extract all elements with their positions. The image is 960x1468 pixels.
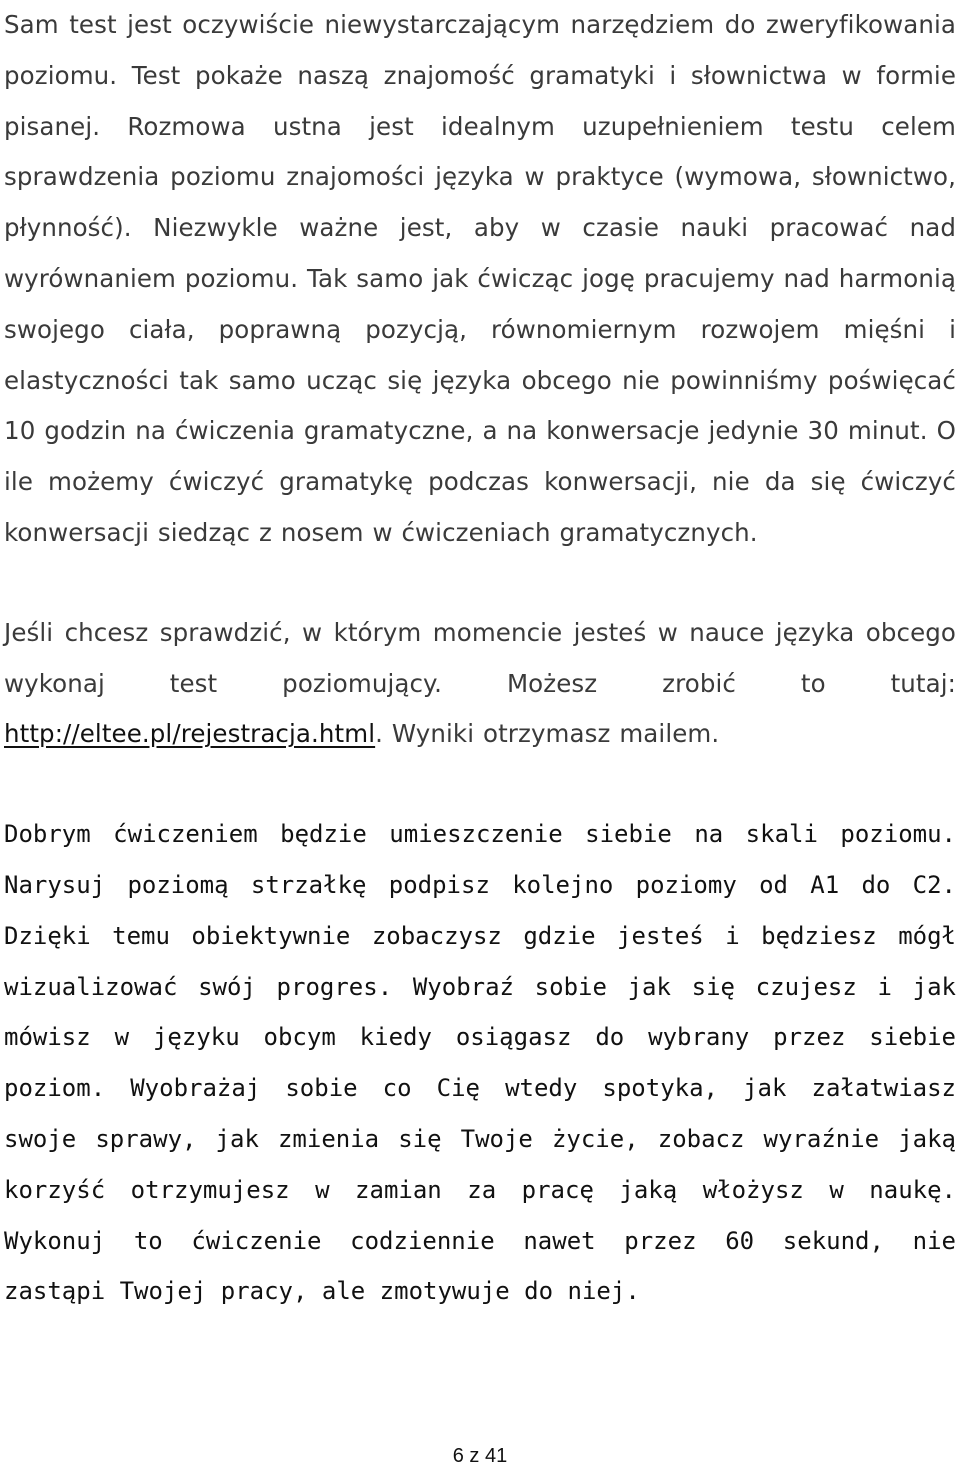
document-page: [4, 0, 956, 1317]
placement-test-text-after-link: . Wyniki otrzymasz mailem.: [375, 719, 720, 749]
paragraph-level-scale-exercise: Dobrym ćwiczeniem będzie umieszczenie siebie na skali poziomu. Narysuj poziomą strzałkę podpisz kolejno poziomy od A1 do C2. Dzięki temu obiektywnie zobaczysz gdzie jesteś i będziesz mógł wizualizować swój progres. Wyobraź sobie jak się czujesz i jak mówisz w języku obcym kiedy osiągasz do wybrany przez siebie poziom. Wyobrażaj sobie co Cię wtedy spotyka, jak załatwiasz swoje sprawy, jak zmienia się Twoje życie, zobacz wyraźnie jaką korzyść otrzymujesz w zamian za pracę jaką włożysz w naukę. Wykonuj to ćwiczenie codziennie nawet przez 60 sekund, nie zastąpi Twojej pracy, ale zmotywuje do niej.: [4, 820, 956, 1306]
registration-link[interactable]: http://eltee.pl/rejestracja.html: [4, 719, 376, 749]
paragraph-level-testing: Sam test jest oczywiście niewystarczającym narzędziem do zweryfikowania poziomu. Test pokaże naszą znajomość gramatyki i słownictwa w formie pisanej. Rozmowa ustna jest idealnym uzupełnieniem testu celem sprawdzenia poziomu znajomości języka w praktyce (wymowa, słownictwo, płynność). Niezwykle ważne jest, aby w czasie nauki pracować nad wyrównaniem poziomu. Tak samo jak ćwicząc jogę pracujemy nad harmonią swojego ciała, poprawną pozycją, równomiernym rozwojem mięśni i elastyczności tak samo ucząc się języka obcego nie powinniśmy poświęcać 10 godzin na ćwiczenia gramatyczne, a na konwersacje jedynie 30 minut. O ile możemy ćwiczyć gramatykę podczas konwersacji, nie da się ćwiczyć konwersacji siedząc z nosem w ćwiczeniach gramatycznych.: [4, 10, 956, 547]
paragraph-placement-test: [4, 608, 956, 760]
page-number: 6 z 41: [452, 1445, 508, 1467]
placement-test-text-before-link: Jeśli chcesz sprawdzić, w którym momencie jesteś w nauce języka obcego wykonaj test poziomujący. Możesz zrobić to tutaj:: [4, 617, 956, 698]
